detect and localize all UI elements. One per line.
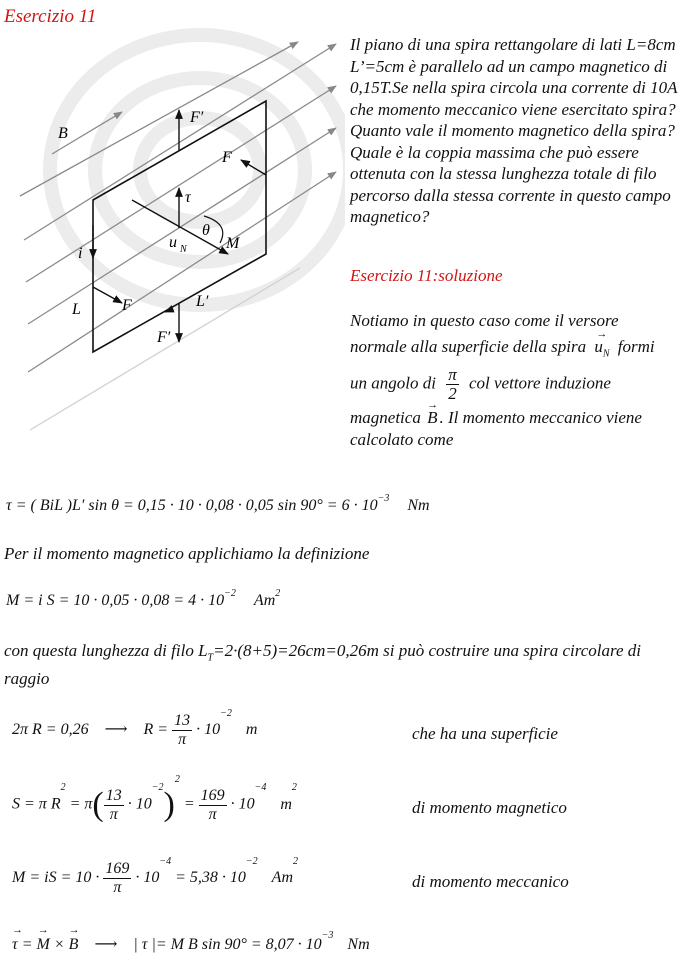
intro-line-5: calcolato come (350, 429, 454, 449)
pi-num: π (448, 365, 457, 385)
loop-diagram (0, 28, 345, 448)
label-uN-sub: N (180, 244, 187, 255)
label-L-prime: L′ (196, 293, 209, 310)
label-F-top: F′ (190, 109, 204, 126)
label-F-bottom: F′ (157, 329, 171, 346)
note-mechanical: di momento meccanico (412, 872, 569, 891)
eq-torque-max: → τ = → M × → B ⟶ | τ |= M B $\sin 90^\circ = 8,07 \cdot 10^{-3}$ Nm (12, 934, 370, 954)
intro-line-1: Notiamo in questo caso come il versore (350, 311, 619, 330)
intro-line-4a: magnetica (350, 408, 421, 428)
watermark (50, 35, 345, 305)
eq-radius: 2π R = 0,26 ⟶ R = $\frac{13}{\pi}$ · $10^{-2}$ m (12, 708, 258, 748)
two-den: 2 (448, 384, 457, 404)
B-vector: → B (427, 407, 437, 429)
eq-magnetic: M = iS = 10 · $\frac{169}{\pi}$ · $10^{-4} = 5,38 \cdot 10^{-2}$ Am$^2$ (12, 856, 298, 896)
intro-line-2b: formi (617, 336, 655, 356)
intro-line-3a: un angolo di (350, 373, 436, 393)
eq-moment: M = i $S = 10 \cdot 0,05 \cdot 0,08 = 4 \cdot 10^{-2}$ Am$^2$ (6, 588, 281, 609)
label-B: B (58, 125, 68, 142)
eq-area: S = π $R^2 = \pi$( $\frac{13}{\pi}$ · $10^{-2})^2$ = $\frac{169}{\pi}$ · $10^{-4}$ $m^2$ (12, 774, 297, 823)
label-M: M (226, 235, 240, 252)
label-L: L (72, 301, 81, 318)
solution-intro: Notiamo in questo caso come il versore normale alla superficie della spira → $u_N$ formi un angolo di $\frac{\pi}{2}$ col vettore induzione magnetica → B . Il momento meccanico viene calcolato come (350, 310, 690, 450)
text-length: con questa lunghezza di filo $L_T=2\cdot(8+5)=26cm=0,26m$ si può costruire una spira circolare di raggio (4, 641, 641, 689)
label-F-right: F (222, 149, 232, 166)
text-moment: Per il momento magnetico applichiamo la definizione (4, 544, 370, 563)
label-i: i (78, 245, 83, 262)
note-moment: di momento magnetico (412, 798, 567, 817)
label-theta: θ (202, 222, 210, 239)
label-tau: τ (185, 189, 191, 206)
label-uN: u (169, 234, 177, 251)
problem-text: Il piano di una spira rettangolare di lati L=8cm L’=5cm è parallelo ad un campo magnetico di 0,15T.Se nella spira circola una corrente di 10A che momento meccanico viene esercitato spira? Quanto vale il momento magnetico della spira? Quale è la coppia massima che può essere ottenuta con la stessa lunghezza totale di filo percorso dalla stessa corrente in questo campo magnetico? (350, 35, 678, 226)
eq-torque: τ = ( BiL )L′ sin θ = 0,15 · 10 · 0,08 · 0,05 $\sin 90^\circ = 6 \cdot 10^{-3}$ Nm (6, 493, 430, 514)
solution-title: Esercizio 11:soluzione (350, 266, 503, 285)
intro-line-2a: normale alla superficie della spira (350, 336, 587, 356)
label-F-left: F (122, 297, 132, 314)
exercise-title: Esercizio 11 (4, 6, 97, 27)
intro-line-3b: col vettore induzione (468, 373, 611, 393)
note-area: che ha una superficie (412, 724, 558, 743)
intro-line-4b: . Il momento meccanico viene (439, 408, 642, 428)
